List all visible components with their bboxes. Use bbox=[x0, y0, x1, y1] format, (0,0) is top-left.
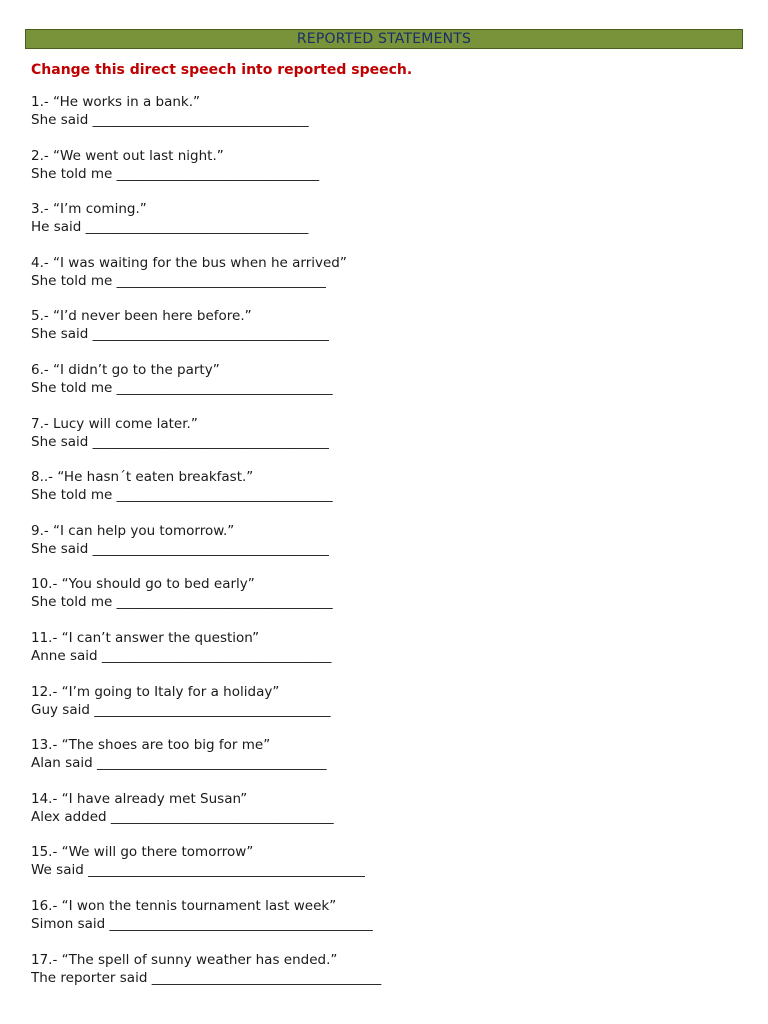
exercise-item bbox=[31, 629, 731, 683]
exercise-item bbox=[31, 361, 731, 415]
exercise-item bbox=[31, 147, 731, 201]
exercise-item bbox=[31, 575, 731, 629]
exercise-item bbox=[31, 790, 731, 844]
answer-line: She said ___________________________________ bbox=[31, 540, 329, 557]
exercise-item bbox=[31, 93, 731, 147]
answer-line: He said _________________________________ bbox=[31, 219, 309, 236]
exercise-item bbox=[31, 683, 731, 737]
exercise-prompt: 15.- “We will go there tomorrow” bbox=[31, 844, 254, 861]
answer-line: She said ___________________________________ bbox=[31, 326, 329, 343]
exercise-item bbox=[31, 200, 731, 254]
exercise-prompt: 11.- “I can’t answer the question” bbox=[31, 629, 260, 646]
answer-line: She told me _______________________________ bbox=[31, 272, 326, 289]
answer-line: Alex added _________________________________ bbox=[31, 808, 334, 825]
answer-line: Alan said __________________________________ bbox=[31, 755, 327, 772]
exercise-prompt: 5.- “I’d never been here before.” bbox=[31, 308, 252, 325]
exercise-item bbox=[31, 897, 731, 951]
answer-line: She told me ________________________________ bbox=[31, 594, 333, 611]
page-title: REPORTED STATEMENTS bbox=[296, 31, 472, 47]
exercise-prompt: 2.- “We went out last night.” bbox=[31, 147, 224, 164]
exercise-prompt: 17.- “The spell of sunny weather has ended.” bbox=[31, 951, 338, 968]
exercise-item bbox=[31, 254, 731, 308]
exercise-prompt: 3.- “I’m coming.” bbox=[31, 201, 147, 218]
exercise-item bbox=[31, 415, 731, 469]
exercise-prompt: 10.- “You should go to bed early” bbox=[31, 576, 255, 593]
exercise-list bbox=[31, 93, 731, 1004]
answer-line: The reporter said __________________________________ bbox=[31, 969, 382, 986]
exercise-prompt: 12.- “I’m going to Italy for a holiday” bbox=[31, 683, 280, 700]
exercise-item bbox=[31, 307, 731, 361]
answer-line: She told me ________________________________ bbox=[31, 379, 333, 396]
answer-line: She said ___________________________________ bbox=[31, 433, 329, 450]
exercise-item bbox=[31, 951, 731, 1005]
exercise-prompt: 13.- “The shoes are too big for me” bbox=[31, 737, 271, 754]
exercise-prompt: 9.- “I can help you tomorrow.” bbox=[31, 522, 235, 539]
exercise-item bbox=[31, 522, 731, 576]
answer-line: She told me ________________________________ bbox=[31, 487, 333, 504]
exercise-prompt: 7.- Lucy will come later.” bbox=[31, 415, 198, 432]
exercise-item bbox=[31, 843, 731, 897]
answer-line: Anne said __________________________________ bbox=[31, 647, 332, 664]
answer-line: We said _________________________________________ bbox=[31, 862, 365, 879]
answer-line: Guy said ___________________________________ bbox=[31, 701, 331, 718]
title-bar bbox=[25, 29, 743, 49]
exercise-prompt: 16.- “I won the tennis tournament last week” bbox=[31, 897, 337, 914]
exercise-item bbox=[31, 736, 731, 790]
exercise-prompt: 14.- “I have already met Susan” bbox=[31, 790, 248, 807]
answer-line: She told me ______________________________ bbox=[31, 165, 320, 182]
answer-line: Simon said _______________________________________ bbox=[31, 915, 373, 932]
exercise-prompt: 6.- “I didn’t go to the party” bbox=[31, 361, 220, 378]
exercise-prompt: 1.- “He works in a bank.” bbox=[31, 94, 201, 110]
exercise-prompt: 8..- “He hasn´t eaten breakfast.” bbox=[31, 469, 254, 486]
exercise-item bbox=[31, 468, 731, 522]
instruction-text: Change this direct speech into reported speech. bbox=[31, 62, 413, 78]
answer-line: She said ________________________________ bbox=[31, 112, 309, 128]
exercise-prompt: 4.- “I was waiting for the bus when he arrived” bbox=[31, 254, 347, 271]
